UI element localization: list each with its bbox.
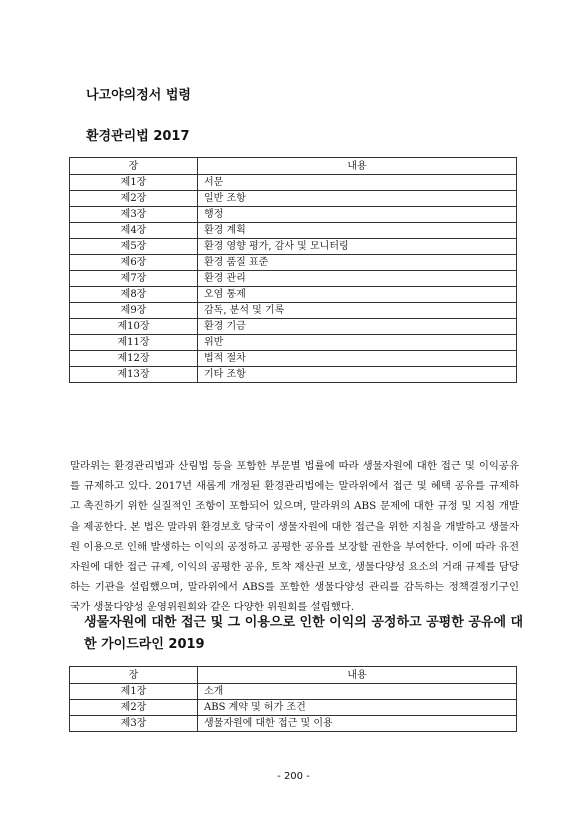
chapter-number-cell: 제4장 <box>70 223 198 239</box>
chapter-content-cell: 환경 계획 <box>198 223 517 239</box>
chapter-number-cell: 제12장 <box>70 351 198 367</box>
chapter-content-cell: 환경 관리 <box>198 271 517 287</box>
table-row <box>70 716 517 732</box>
body-paragraph: 말라위는 환경관리법과 산림법 등을 포함한 부문별 법률에 따라 생물자원에 대한 접근 및 이익공유를 규제하고 있다. 2017년 새롭게 개정된 환경관리법에는 말라위에서 접근 및 혜택 공유를 규제하고 촉진하기 위한 실질적인 조항이 포함되어 있으며, 말라위의 ABS 문제에 대한 규정 및 지침 개발을 제공한다. 본 법은 말라위 환경보호 당국이 생물자원에 대한 접근을 위한 지침을 개발하고 생물자원 이용으로 인해 발생하는 이익의 공정하고 공평한 공유를 보장할 권한을 부여한다. 이에 따라 유전자원에 대한 접근 규제, 이익의 공평한 공유, 토착 재산권 보호, 생물다양성 요소의 거래 규제를 담당하는 기관을 설립했으며, 말라위에서 ABS를 포함한 생물다양성 관리를 감독하는 정책결정기구인 국가 생물다양성 운영위원회와 같은 다양한 위원회를 설립했다. <box>70 460 519 614</box>
table-row <box>70 351 517 367</box>
table-row <box>70 684 517 700</box>
chapter-content-cell: 위반 <box>198 335 517 351</box>
chapter-content-cell: 환경 기금 <box>198 319 517 335</box>
chapter-number-cell: 제3장 <box>70 207 198 223</box>
chapter-content-cell: 기타 조항 <box>198 367 517 383</box>
table-row <box>70 700 517 716</box>
column-header-content: 내용 <box>198 158 517 175</box>
table-row <box>70 191 517 207</box>
chapter-content-cell: 감독, 분석 및 기록 <box>198 303 517 319</box>
column-header-chapter: 장 <box>70 667 198 684</box>
chapter-content-cell: 환경 품질 표준 <box>198 255 517 271</box>
chapter-number-cell: 제10장 <box>70 319 198 335</box>
environment-act-chapter-table <box>69 157 517 383</box>
chapter-number-cell: 제13장 <box>70 367 198 383</box>
table-header-row <box>70 667 517 684</box>
document-title: 나고야의정서 법령 <box>86 88 191 103</box>
chapter-number-cell: 제8장 <box>70 287 198 303</box>
page-number: - 200 - <box>277 771 310 782</box>
chapter-content-cell: 서문 <box>198 175 517 191</box>
chapter-number-cell: 제11장 <box>70 335 198 351</box>
column-header-chapter: 장 <box>70 158 198 175</box>
table-row <box>70 175 517 191</box>
chapter-content-cell: 환경 영향 평가, 감사 및 모니터링 <box>198 239 517 255</box>
table-row <box>70 255 517 271</box>
chapter-number-cell: 제2장 <box>70 700 198 716</box>
chapter-number-cell: 제2장 <box>70 191 198 207</box>
section-title-guidelines: 생물자원에 대한 접근 및 그 이용으로 인한 이익의 공정하고 공평한 공유에 대한 가이드라인 2019 <box>84 615 524 652</box>
chapter-number-cell: 제1장 <box>70 684 198 700</box>
chapter-content-cell: 생물자원에 대한 접근 및 이용 <box>198 716 517 732</box>
column-header-content: 내용 <box>198 667 517 684</box>
chapter-number-cell: 제5장 <box>70 239 198 255</box>
table-row <box>70 207 517 223</box>
chapter-content-cell: ABS 계약 및 허가 조건 <box>198 700 517 716</box>
chapter-content-cell: 오염 통제 <box>198 287 517 303</box>
table-row <box>70 367 517 383</box>
chapter-content-cell: 법적 절차 <box>198 351 517 367</box>
table-row <box>70 287 517 303</box>
table-row <box>70 239 517 255</box>
chapter-number-cell: 제1장 <box>70 175 198 191</box>
table-row <box>70 303 517 319</box>
guidelines-table-body <box>70 684 517 732</box>
chapter-number-cell: 제7장 <box>70 271 198 287</box>
environment-act-table-body <box>70 175 517 383</box>
chapter-number-cell: 제6장 <box>70 255 198 271</box>
table-row <box>70 319 517 335</box>
chapter-number-cell: 제3장 <box>70 716 198 732</box>
section-title-environment-act: 환경관리법 2017 <box>86 129 190 144</box>
chapter-number-cell: 제9장 <box>70 303 198 319</box>
table-row <box>70 223 517 239</box>
chapter-content-cell: 소개 <box>198 684 517 700</box>
guidelines-chapter-table <box>69 666 517 732</box>
chapter-content-cell: 일반 조항 <box>198 191 517 207</box>
table-row <box>70 271 517 287</box>
table-row <box>70 335 517 351</box>
chapter-content-cell: 행정 <box>198 207 517 223</box>
table-header-row <box>70 158 517 175</box>
